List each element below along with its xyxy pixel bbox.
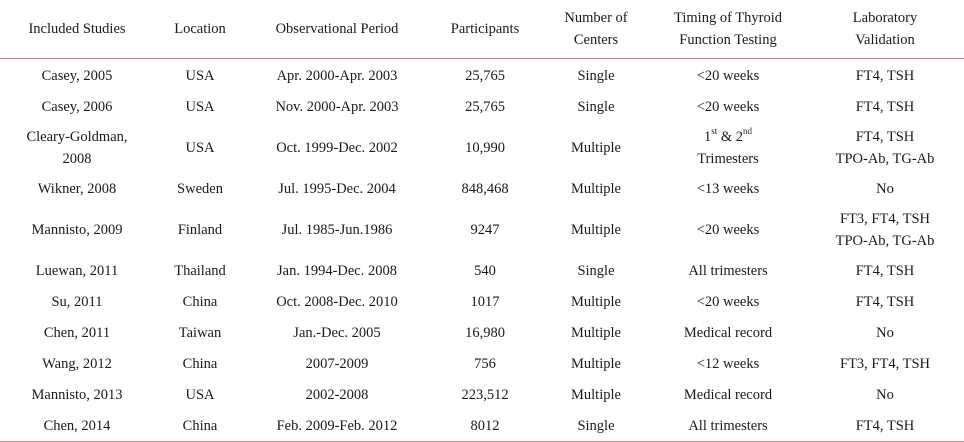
cell-period: Oct. 2008-Dec. 2010 (276, 293, 398, 310)
cell-location: Taiwan (178, 324, 222, 341)
cell-validation: FT4, TSH (855, 67, 915, 84)
timing-second-ordinal: nd (743, 125, 753, 136)
cell-study-line1: Cleary-Goldman, (26, 128, 128, 145)
cell-location: USA (185, 67, 215, 84)
cell-study: Chen, 2014 (0, 410, 154, 442)
cell-centers: Multiple (571, 180, 621, 197)
table-row (0, 317, 964, 348)
cell-period: 2007-2009 (305, 355, 369, 372)
cell-study: Casey, 2006 (41, 98, 113, 115)
table-row (0, 204, 964, 255)
cell-timing: <20 weeks (696, 67, 760, 84)
header-centers-line1: Number of (564, 10, 628, 26)
cell-timing (650, 122, 806, 173)
cell-study-line2: 2008 (62, 150, 92, 167)
header-validation-line2: Validation (855, 32, 915, 48)
cell-location: Sweden (177, 180, 223, 197)
cell-location: Thailand (174, 262, 226, 279)
cell-centers: Multiple (571, 139, 621, 156)
cell-timing: Medical record (683, 386, 773, 403)
cell-timing: All trimesters (688, 262, 768, 279)
cell-participants: 223,512 (461, 386, 509, 403)
header-number-of-centers (542, 0, 650, 59)
cell-validation: No (876, 386, 894, 403)
cell-centers: Single (577, 98, 615, 115)
cell-validation-line2: TPO-Ab, TG-Ab (835, 232, 935, 249)
cell-period: Jul. 1985-Jun.1986 (281, 221, 393, 238)
cell-period: Jul. 1995-Dec. 2004 (278, 180, 396, 197)
cell-validation (806, 204, 964, 255)
cell-timing: <13 weeks (696, 180, 760, 197)
cell-centers: Multiple (571, 324, 621, 341)
cell-timing-line2: Trimesters (697, 150, 759, 167)
table-row (0, 59, 964, 92)
cell-centers: Single (577, 67, 615, 84)
cell-validation: FT4, TSH (855, 293, 915, 310)
cell-timing: <20 weeks (696, 221, 760, 238)
cell-period: Nov. 2000-Apr. 2003 (275, 98, 399, 115)
header-timing-line1: Timing of Thyroid (674, 10, 782, 26)
table-body (0, 59, 964, 442)
cell-study: Chen, 2011 (43, 324, 111, 341)
header-centers-line2: Centers (573, 32, 619, 48)
cell-location: Finland (177, 221, 223, 238)
cell-location: USA (185, 386, 215, 403)
cell-validation (806, 122, 964, 173)
cell-participants: 10,990 (465, 139, 505, 156)
table-row (0, 255, 964, 286)
cell-study: Luewan, 2011 (35, 262, 119, 279)
cell-validation: No (876, 180, 894, 197)
cell-study: Wang, 2012 (42, 355, 112, 372)
cell-participants: 8012 (428, 410, 542, 442)
cell-validation: FT4, TSH (806, 410, 964, 442)
cell-timing-line1 (652, 126, 804, 148)
table-row (0, 286, 964, 317)
header-validation-line1: Laboratory (852, 10, 918, 26)
cell-participants: 25,765 (465, 98, 505, 115)
table-row (0, 173, 964, 204)
cell-participants: 1017 (470, 293, 500, 310)
cell-period: 2002-2008 (305, 386, 369, 403)
cell-study: Su, 2011 (51, 293, 103, 310)
cell-validation-line1: FT4, TSH (855, 128, 915, 145)
cell-study: Casey, 2005 (41, 67, 113, 84)
cell-participants: 540 (474, 262, 496, 279)
cell-timing: <20 weeks (696, 293, 760, 310)
cell-location: China (182, 293, 218, 310)
cell-location: USA (185, 98, 215, 115)
header-observational-period: Observational Period (246, 0, 428, 59)
cell-period: Apr. 2000-Apr. 2003 (276, 67, 398, 84)
cell-participants: 25,765 (465, 67, 505, 84)
cell-centers: Multiple (571, 221, 621, 238)
cell-study (0, 122, 154, 173)
table-row (0, 348, 964, 379)
header-location: Location (154, 0, 246, 59)
cell-participants: 756 (474, 355, 496, 372)
table-header (0, 0, 964, 59)
header-timing-of-testing (650, 0, 806, 59)
cell-timing: <20 weeks (696, 98, 760, 115)
table-row (0, 410, 964, 442)
cell-timing: <12 weeks (696, 355, 760, 372)
header-timing-line2: Function Testing (679, 32, 777, 48)
cell-location: China (182, 355, 218, 372)
timing-first-ordinal: st (711, 125, 718, 136)
cell-validation-line2: TPO-Ab, TG-Ab (835, 150, 935, 167)
cell-centers: Single (577, 262, 615, 279)
cell-period: Oct. 1999-Dec. 2002 (276, 139, 398, 156)
cell-location: USA (185, 139, 215, 156)
cell-centers: Multiple (571, 386, 621, 403)
cell-validation: No (876, 324, 894, 341)
header-row (0, 0, 964, 59)
cell-validation: FT4, TSH (855, 98, 915, 115)
header-included-studies: Included Studies (0, 0, 154, 59)
timing-ampersand-second: & 2 (717, 128, 744, 145)
table-row (0, 122, 964, 173)
cell-validation: FT3, FT4, TSH (840, 355, 930, 372)
cell-validation-line1: FT3, FT4, TSH (840, 210, 930, 227)
cell-timing: Medical record (683, 324, 773, 341)
cell-location: China (154, 410, 246, 442)
cell-period: Jan.-Dec. 2005 (293, 324, 381, 341)
cell-study: Wikner, 2008 (37, 180, 117, 197)
table-row (0, 379, 964, 410)
cell-centers: Single (542, 410, 650, 442)
timing-first-number: 1 (703, 128, 712, 145)
cell-timing: All trimesters (650, 410, 806, 442)
cell-participants: 848,468 (461, 180, 509, 197)
cell-study: Mannisto, 2009 (31, 221, 123, 238)
cell-validation: FT4, TSH (855, 262, 915, 279)
cell-period: Feb. 2009-Feb. 2012 (246, 410, 428, 442)
cell-participants: 9247 (470, 221, 500, 238)
cell-study: Mannisto, 2013 (31, 386, 123, 403)
cell-participants: 16,980 (465, 324, 505, 341)
header-participants: Participants (428, 0, 542, 59)
cell-centers: Multiple (571, 355, 621, 372)
header-laboratory-validation (806, 0, 964, 59)
cell-period: Jan. 1994-Dec. 2008 (276, 262, 397, 279)
cell-centers: Multiple (571, 293, 621, 310)
table-row (0, 91, 964, 122)
